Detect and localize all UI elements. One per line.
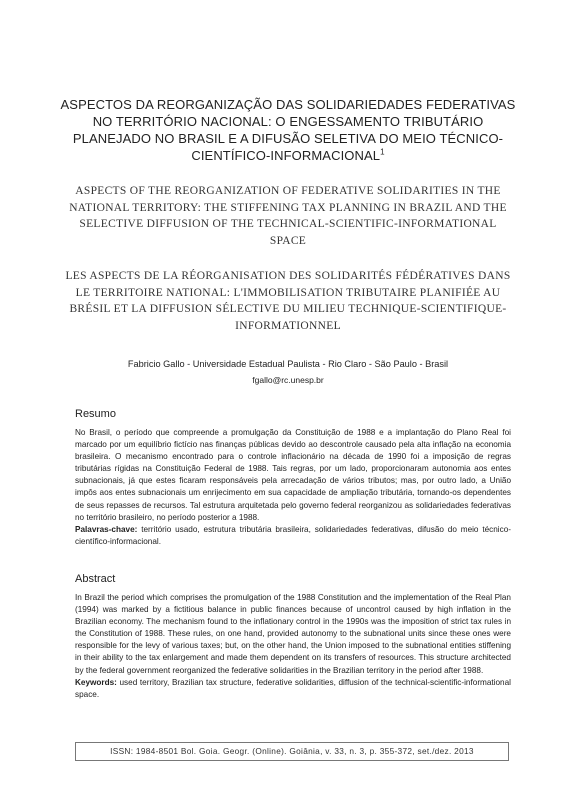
- abstract-paragraph: In Brazil the period which comprises the promulgation of the 1988 Constitution and the implementation of the Real Plan (1994) was marked by a fictitious balance in public finances because of uncontrol caused by high inflation in the Brazilian economy. The mechanism found to the inflationary control in the 1990s was the imposition of strict tax rules in the Constitution of 1988. These rules, on one hand, provided autonomy to the subnational units since these ones were responsible for the levy of various taxes; but, on the other hand, the Union imposed to the subnational entities stiffening in their ability to the tax enlargement and made them dependent on its transfers of resources. This structure architected by the federal government reorganized the federative solidarities in the Brazilian territory in the period after 1988.: [75, 593, 511, 675]
- abstract-keywords-text: used territory, Brazilian tax structure, federative solidarities, diffusion of the technical-scientific-informational space.: [75, 677, 511, 699]
- abstract-keywords-label: Keywords:: [75, 677, 117, 687]
- resumo-keywords: [75, 524, 511, 548]
- abstract-keywords: [75, 677, 511, 701]
- resumo-keywords-label: Palavras-chave:: [75, 524, 138, 534]
- title-english: ASPECTS OF THE REORGANIZATION OF FEDERATIVE SOLIDARITIES IN THE NATIONAL TERRITORY: THE STIFFENING TAX PLANNING IN BRAZIL AND THE SELECTIVE DIFFUSION OF THE TECHNICAL-SCIENTIFIC-INFORMATIONAL SPACE: [69, 185, 507, 247]
- resumo-paragraph: No Brasil, o período que compreende a promulgação da Constituição de 1988 e a implantação do Plano Real foi marcado por um equilíbrio fictício nas finanças públicas devido ao descontrole causado pela alta inflação na economia brasileira. O mecanismo encontrado para o controle inflacionário na década de 1990 foi a imposição de regras tributárias rígidas na Constituição Federal de 1988. Tais regras, por um lado, proporcionaram autonomia aos entes subnacionais, já que estes ficaram responsáveis pela arrecadação de vários tributos; mas, por outro lado, a União impôs aos entes subnacionais um enrijecimento em sua capacidade de ampliação tributária, tornando-os dependentes de seus repasses de recursos. Tal estrutura arquitetada pelo governo federal reorganizou as solidariedades federativas no território brasileiro, no período posterior a 1988.: [75, 428, 511, 522]
- resumo-keywords-text: território usado, estrutura tributária brasileira, solidariedades federativas, difusão do meio técnico-científico-informacional.: [75, 524, 512, 546]
- abstract-section: [75, 592, 511, 701]
- title-portuguese-text: ASPECTOS DA REORGANIZAÇÃO DAS SOLIDARIEDADES FEDERATIVAS NO TERRITÓRIO NACIONAL: O ENGESSAMENTO TRIBUTÁRIO PLANEJADO NO BRASIL E A DIFUSÃO SELETIVA DO MEIO TÉCNICO-CIENTÍFICO-INFORMACIONAL: [60, 97, 516, 163]
- resumo-section: [75, 427, 511, 548]
- author-email[interactable]: fgallo@rc.unesp.br: [252, 375, 324, 385]
- footnote-mark[interactable]: 1: [380, 147, 385, 157]
- author-affiliation: Fabricio Gallo - Universidade Estadual Paulista - Rio Claro - São Paulo - Brasil: [127, 359, 449, 369]
- title-portuguese: [60, 96, 516, 164]
- resumo-heading: Resumo: [75, 408, 116, 420]
- abstract-heading: Abstract: [75, 573, 116, 585]
- title-french: LES ASPECTS DE LA RÉORGANISATION DES SOLIDARITÉS FÉDÉRATIVES DANS LE TERRITOIRE NATIONAL: L'IMMOBILISATION TRIBUTAIRE PLANIFIÉE AU BRÉSIL ET LA DIFFUSION SÉLECTIVE DU MILIEU TECHNIQUE-SCIENTIFIQUE-INFORMATIONNEL: [65, 270, 511, 332]
- journal-citation-footer: ISSN: 1984-8501 Bol. Goia. Geogr. (Online). Goiânia, v. 33, n. 3, p. 355-372, set./dez. 2013: [75, 742, 509, 761]
